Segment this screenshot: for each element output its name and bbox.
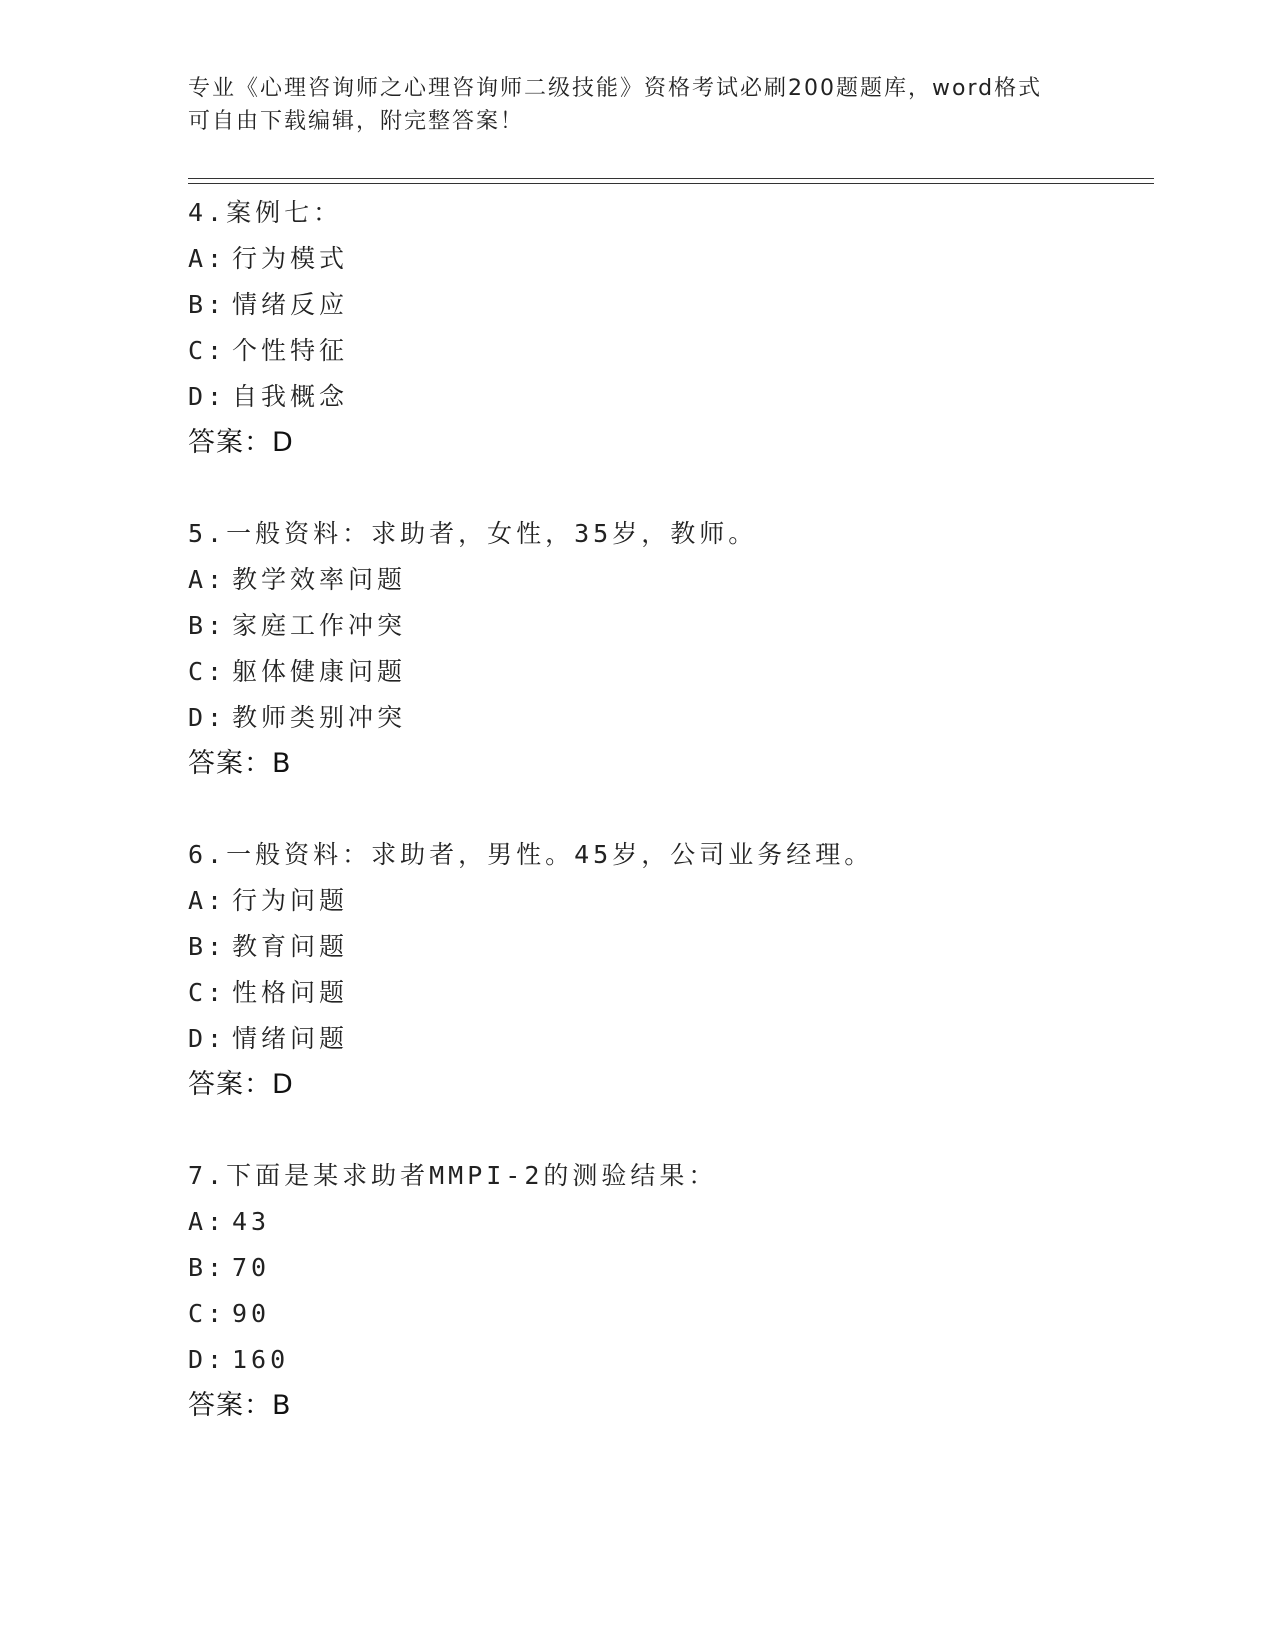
option-letter: A:: [188, 565, 227, 594]
question-stem: 4.案例七：: [188, 198, 343, 227]
header-divider-top: [188, 178, 1154, 179]
option-letter: A:: [188, 1207, 227, 1236]
option-text: 自我概念: [232, 382, 349, 411]
option-b: [188, 1245, 1148, 1291]
option-d: [188, 1337, 1148, 1383]
option-c: [188, 328, 1148, 374]
option-letter: B:: [188, 932, 227, 961]
option-a: [188, 236, 1148, 282]
option-letter: A:: [188, 886, 227, 915]
question-stem: 7.下面是某求助者MMPI-2的测验结果：: [188, 1161, 718, 1190]
option-text: 教育问题: [232, 932, 349, 961]
option-letter: B:: [188, 611, 227, 640]
option-text: 情绪问题: [232, 1024, 349, 1053]
option-d: [188, 374, 1148, 420]
header-line-1: 专业《心理咨询师之心理咨询师二级技能》资格考试必刷200题题库，word格式: [188, 76, 1043, 101]
question-7: [188, 1153, 1148, 1429]
answer-line: 答案：D: [188, 427, 294, 458]
option-c: [188, 1291, 1148, 1337]
option-b: [188, 603, 1148, 649]
option-text: 情绪反应: [232, 290, 349, 319]
option-letter: D:: [188, 1024, 227, 1053]
question-list: [188, 190, 1148, 1474]
option-a: [188, 878, 1148, 924]
option-letter: D:: [188, 1345, 227, 1374]
option-text: 个性特征: [232, 336, 349, 365]
option-letter: C:: [188, 978, 227, 1007]
answer-line: 答案：B: [188, 748, 292, 779]
question-4: [188, 190, 1148, 466]
option-d: [188, 695, 1148, 741]
option-c: [188, 970, 1148, 1016]
document-header: [188, 72, 1088, 138]
option-letter: D:: [188, 382, 227, 411]
option-text: 家庭工作冲突: [232, 611, 407, 640]
option-a: [188, 1199, 1148, 1245]
option-b: [188, 282, 1148, 328]
option-letter: C:: [188, 1299, 227, 1328]
question-5: [188, 511, 1148, 787]
option-text: 性格问题: [232, 978, 349, 1007]
answer-line: 答案：D: [188, 1069, 294, 1100]
option-letter: C:: [188, 336, 227, 365]
question-stem: 5.一般资料：求助者，女性，35岁，教师。: [188, 519, 758, 548]
option-letter: A:: [188, 244, 227, 273]
option-letter: D:: [188, 703, 227, 732]
option-text: 70: [232, 1253, 271, 1282]
option-text: 行为模式: [232, 244, 349, 273]
option-a: [188, 557, 1148, 603]
header-line-2: 可自由下载编辑，附完整答案！: [188, 109, 525, 134]
answer-line: 答案：B: [188, 1390, 292, 1421]
option-text: 行为问题: [232, 886, 349, 915]
option-letter: B:: [188, 290, 227, 319]
question-stem: 6.一般资料：求助者，男性。45岁，公司业务经理。: [188, 840, 874, 869]
option-letter: B:: [188, 1253, 227, 1282]
header-divider-bottom: [188, 183, 1154, 184]
question-6: [188, 832, 1148, 1108]
option-d: [188, 1016, 1148, 1062]
option-text: 躯体健康问题: [232, 657, 407, 686]
option-text: 教师类别冲突: [232, 703, 407, 732]
option-c: [188, 649, 1148, 695]
option-text: 教学效率问题: [232, 565, 407, 594]
option-text: 160: [232, 1345, 290, 1374]
option-text: 43: [232, 1207, 271, 1236]
option-b: [188, 924, 1148, 970]
option-text: 90: [232, 1299, 271, 1328]
option-letter: C:: [188, 657, 227, 686]
